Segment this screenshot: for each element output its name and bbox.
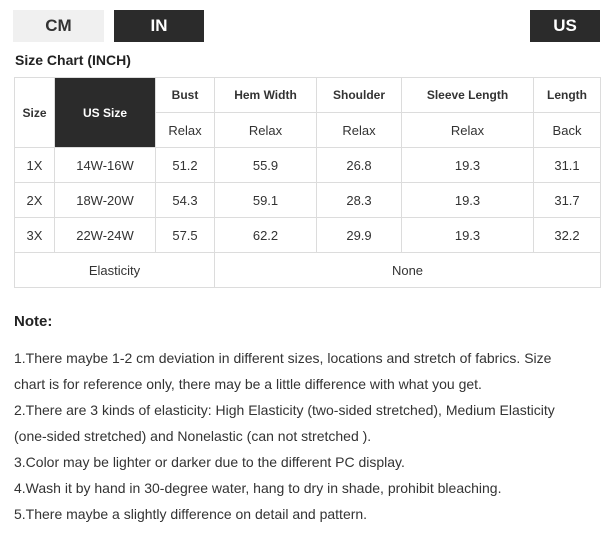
note-line: 5.There maybe a slightly difference on detail and pattern. (14, 506, 368, 522)
column-header-hem-width: Hem Width (215, 78, 317, 113)
column-header-shoulder: Shoulder (317, 78, 402, 113)
us-size-cell: 14W-16W (55, 148, 156, 183)
us-size-cell: 18W-20W (55, 183, 156, 218)
note-title: Note: (14, 313, 53, 330)
us-size-header: US Size (55, 78, 156, 148)
us-size-cell: 22W-24W (55, 218, 156, 253)
size-chart-title: Size Chart (INCH) (15, 52, 131, 68)
column-header-length: Length (534, 78, 601, 113)
table-row (15, 148, 601, 183)
value-cell: 19.3 (402, 218, 534, 253)
size-cell: 1X (15, 148, 55, 183)
size-cell: 3X (15, 218, 55, 253)
table-row (15, 218, 601, 253)
value-cell: 59.1 (215, 183, 317, 218)
size-header: Size (15, 78, 55, 148)
region-us-button[interactable]: US (530, 10, 600, 42)
note-line: 3.Color may be lighter or darker due to the different PC display. (14, 454, 405, 470)
value-cell: 26.8 (317, 148, 402, 183)
unit-cm-button[interactable]: CM (13, 10, 104, 42)
value-cell: 19.3 (402, 148, 534, 183)
table-header-row (15, 78, 601, 113)
elasticity-label: Elasticity (15, 253, 215, 288)
column-header-bust: Bust (156, 78, 215, 113)
note-line: chart is for reference only, there may be a little difference with what you get. (14, 376, 482, 392)
note-line: 4.Wash it by hand in 30-degree water, hang to dry in shade, prohibit bleaching. (14, 480, 502, 496)
table-row (15, 183, 601, 218)
fit-cell: Back (534, 113, 601, 148)
note-list (14, 345, 604, 527)
value-cell: 32.2 (534, 218, 601, 253)
column-header-sleeve-length: Sleeve Length (402, 78, 534, 113)
value-cell: 29.9 (317, 218, 402, 253)
fit-cell: Relax (402, 113, 534, 148)
elasticity-row (15, 253, 601, 288)
value-cell: 55.9 (215, 148, 317, 183)
value-cell: 19.3 (402, 183, 534, 218)
fit-cell: Relax (215, 113, 317, 148)
fit-cell: Relax (156, 113, 215, 148)
elasticity-value: None (215, 253, 601, 288)
unit-in-button[interactable]: IN (114, 10, 204, 42)
value-cell: 31.7 (534, 183, 601, 218)
size-chart-table (14, 77, 601, 288)
value-cell: 54.3 (156, 183, 215, 218)
value-cell: 62.2 (215, 218, 317, 253)
size-cell: 2X (15, 183, 55, 218)
note-line: (one-sided stretched) and Nonelastic (can not stretched ). (14, 428, 372, 444)
value-cell: 31.1 (534, 148, 601, 183)
value-cell: 28.3 (317, 183, 402, 218)
fit-cell: Relax (317, 113, 402, 148)
value-cell: 57.5 (156, 218, 215, 253)
value-cell: 51.2 (156, 148, 215, 183)
note-line: 2.There are 3 kinds of elasticity: High Elasticity (two-sided stretched), Medium Elasticity (14, 402, 555, 418)
note-line: 1.There maybe 1-2 cm deviation in different sizes, locations and stretch of fabrics. Size (14, 350, 552, 366)
